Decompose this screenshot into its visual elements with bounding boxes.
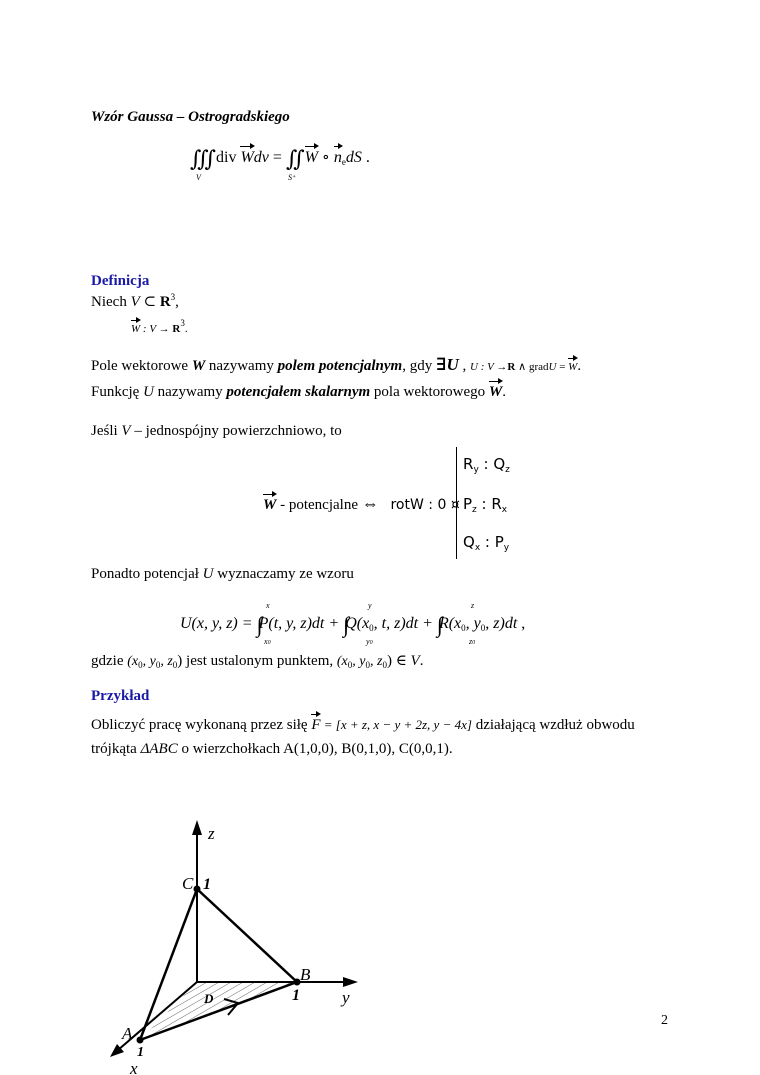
limit-up-1: x (266, 601, 270, 610)
triangle-abc: ΔABC (140, 741, 178, 757)
vector-w: W (240, 149, 254, 166)
rot-w: rotW (390, 497, 424, 513)
period-3: . (577, 358, 582, 374)
label-b: B (300, 965, 311, 984)
integral-lower-V: V (196, 173, 201, 182)
label-z: z (208, 824, 215, 843)
term-r-end: , z)dt (485, 615, 518, 632)
r-exponent: 3 (170, 292, 176, 302)
label-a: A (122, 1024, 133, 1043)
point2-y: , y (352, 654, 366, 669)
period-5: . (419, 653, 424, 669)
vector-n: n (333, 149, 342, 166)
double-integral: ∬ (285, 146, 301, 171)
point2-y0: 0 (365, 660, 370, 670)
row2-a: P (463, 495, 473, 513)
iff-symbol: ⇔ (361, 494, 379, 513)
pole-pre: Pole wektorowe (91, 358, 192, 374)
term-p: P(t, y, z)dt + (258, 615, 344, 632)
period: . (365, 149, 370, 166)
page-number: 2 (661, 1013, 668, 1028)
ponadto-pre: Ponadto potencjał (91, 566, 203, 582)
point-close: ) (177, 653, 183, 669)
n-subscript: e (341, 157, 346, 167)
sub-zero-2: 0 (461, 623, 466, 633)
system-row2 (463, 495, 507, 515)
in-v: ∈ V (391, 653, 420, 669)
potential-formula (180, 612, 525, 638)
definicja-line1 (91, 292, 179, 311)
integral-2: ∫ (343, 612, 346, 637)
sub-zero-3: 0 (480, 623, 486, 633)
pole-line (91, 355, 581, 375)
point-x0: 0 (138, 660, 143, 670)
label-x: x (130, 1059, 138, 1075)
equiv-line (263, 494, 460, 514)
r-symbol-3: R (507, 361, 516, 373)
limit-lo-2 (366, 637, 373, 646)
row2-sub: z (472, 505, 477, 515)
point-x: (x (127, 654, 139, 669)
vector-w-4: W (488, 384, 503, 400)
integral-3: ∫ (436, 612, 439, 637)
w-symbol: W (191, 358, 206, 374)
potencjalne-text: - potencjalne (276, 497, 362, 513)
system-row3 (463, 533, 509, 553)
point2-x: (x (336, 654, 348, 669)
limit-lo-1-zero: 0 (267, 640, 271, 646)
vector-w-2: W (304, 149, 318, 166)
point2-z: , z (369, 654, 383, 669)
wedge: ∧ (515, 361, 529, 373)
pole-post: , gdy (402, 358, 436, 374)
przyklad-line2 (91, 741, 453, 758)
ponadto-line (91, 566, 354, 583)
jesli-pre: Jeśli (91, 423, 122, 439)
row3-sub: x (474, 543, 481, 553)
v-symbol-2: V (121, 423, 131, 439)
period-4: . (502, 384, 506, 400)
trojkata-text: trójkąta (91, 741, 141, 757)
row1-b: : Q (478, 455, 506, 473)
pole-map: U : V (470, 361, 497, 373)
vertex-c (194, 886, 201, 893)
funkcje-post: pola wektorowego (370, 384, 489, 400)
przyklad-line1 (91, 717, 635, 734)
point-y0: 0 (155, 660, 161, 670)
div-operator: div (216, 149, 237, 166)
point2-x0: 0 (347, 660, 353, 670)
label-y: y (342, 988, 350, 1007)
funkcje-line (91, 384, 506, 401)
r-symbol-2: R (172, 323, 181, 335)
limit-up-3: z (471, 601, 475, 610)
label-one-b: 1 (292, 987, 300, 1004)
vector-w-def: W (131, 323, 141, 335)
triangle-figure (100, 815, 370, 1075)
row3-b: : P (480, 533, 504, 551)
period-2: . (184, 323, 188, 335)
vector-w-5: W (263, 497, 277, 513)
label-one-c: 1 (203, 876, 211, 893)
gdzie-mid: jest ustalonym punktem, (182, 653, 337, 669)
gdzie-line (91, 651, 423, 670)
arrow-icon: → (158, 323, 170, 335)
label-one-a: 1 (137, 1045, 144, 1060)
przyklad-title: Przykład (91, 688, 150, 704)
gauss-formula (190, 146, 370, 172)
limit-lo-2-zero: 0 (369, 640, 373, 646)
dv: dv (253, 149, 269, 166)
row1-sub2: z (505, 465, 510, 475)
point2-z0: 0 (382, 660, 387, 670)
arrow-icon-2: → (496, 361, 508, 373)
exists-u: ∃U (435, 355, 459, 374)
label-c: C (182, 874, 194, 893)
edge-cb (197, 889, 297, 982)
integral-1: ∫ (256, 612, 259, 637)
potencjalem-skalarnym: potencjałem skalarnym (226, 384, 371, 400)
row2-b: : R (476, 495, 502, 513)
term-q-mid: , t, z)dt + (373, 615, 437, 632)
circ-operator: ∘ (322, 149, 330, 166)
funkcje-mid: nazywamy (153, 384, 227, 400)
integral-lower-S: S⁺ (288, 173, 297, 182)
equals: = (272, 149, 282, 166)
label-d: D (204, 991, 214, 1006)
row1-sub: y (473, 465, 479, 475)
ponadto-post: wyznaczamy ze wzoru (213, 566, 354, 582)
point-z: , z (160, 654, 173, 669)
przyklad-post: działającą wzdłuż obwodu (471, 717, 635, 733)
grad-operator: grad (528, 361, 549, 373)
gdzie-pre: gdzie (91, 653, 128, 669)
point-z0: 0 (172, 660, 178, 670)
map-text: : V (140, 323, 159, 335)
pole-mid: nazywamy (205, 358, 278, 374)
przyklad-pre: Obliczyć pracę wykonaną przez siłę (91, 717, 312, 733)
funkcje-pre: Funkcję (91, 384, 144, 400)
u-symbol-2: U (143, 384, 154, 400)
vertex-a (137, 1037, 144, 1044)
limit-lo-3-var: z (469, 637, 473, 646)
definicja-title: Definicja (91, 273, 150, 289)
limit-lo-2-var: y (366, 637, 370, 646)
vector-f: F (311, 717, 321, 733)
limit-lo-1-var: x (264, 637, 268, 646)
limit-up-2: y (368, 601, 372, 610)
polem-potencjalnym: polem potencjalnym (277, 358, 403, 374)
row3-sub2: y (503, 543, 510, 553)
gauss-title: Wzór Gaussa – Ostrogradskiego (91, 109, 290, 125)
pole-comma: , (458, 358, 467, 374)
point2-close: ) (386, 653, 392, 669)
jesli-post: – jednospójny powierzchniowo, to (130, 423, 342, 439)
term-q-pre: Q(x (345, 615, 370, 632)
limit-lo-3 (469, 637, 475, 646)
rot-zero: : 0 ¤ (423, 497, 460, 513)
u-symbol: U (548, 361, 557, 373)
row2-sub2: x (501, 505, 508, 515)
force-vector: = [x + z, x − y + 2z, y − 4x] (320, 717, 472, 732)
y-axis-arrow-icon (343, 977, 358, 987)
r-exponent-2: 3 (180, 318, 185, 328)
triple-integral: ∭ (190, 146, 213, 171)
formula-comma: , (517, 615, 526, 632)
v-symbol: V (130, 294, 140, 310)
row1-a: R (463, 455, 474, 473)
limit-lo-1 (264, 637, 271, 646)
u-symbol-3: U (202, 566, 214, 582)
subset-symbol: ⊂ (143, 294, 157, 310)
equals-2: = (556, 361, 569, 373)
term-r-pre: R(x (438, 615, 462, 632)
u-xyz: U(x, y, z) = (180, 615, 257, 632)
sub-zero-1: 0 (369, 623, 374, 633)
term-r-mid: , y (465, 615, 481, 632)
system-row1 (463, 455, 510, 475)
comma: , (175, 294, 179, 310)
r-symbol: R (159, 294, 171, 310)
vertices-text: o wierzchołkach A(1,0,0), B(0,1,0), C(0,0,1). (177, 741, 453, 757)
vector-w-3: W (568, 361, 578, 373)
jesli-line (91, 423, 342, 440)
system-brace (456, 447, 461, 559)
z-axis-arrow-icon (192, 820, 202, 835)
dS: dS (345, 149, 362, 166)
row3-a: Q (463, 533, 475, 551)
niech-text: Niech (91, 294, 131, 310)
definicja-line2 (131, 318, 188, 335)
limit-lo-3-zero: 0 (472, 640, 476, 646)
point-y: , y (142, 654, 156, 669)
